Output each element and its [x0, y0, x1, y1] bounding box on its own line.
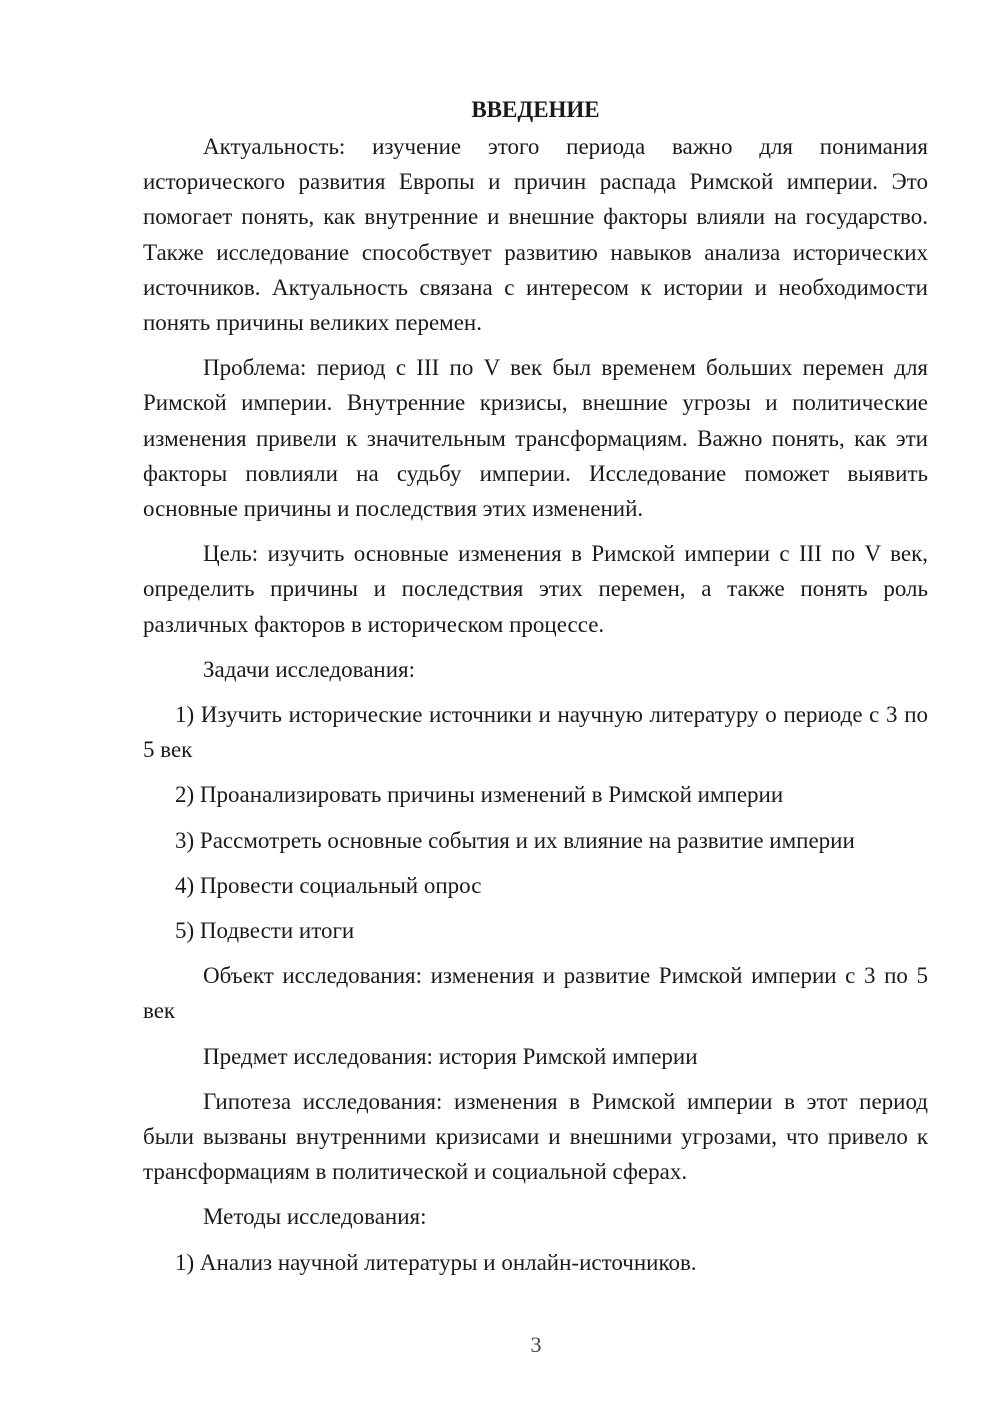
- relevance-paragraph: Актуальность: изучение этого периода важно для понимания исторического развития Европы и причин распада Римской империи. Это помогает понять, как внутренние и внешние факторы влияли на государство. Также исследование способствует развитию навыков анализа исторических источников. Актуальность связана с интересом к истории и необходимости понять причины великих перемен.: [143, 134, 928, 336]
- problem-paragraph: Проблема: период с III по V век был временем больших перемен для Римской империи. Внутренние кризисы, внешние угрозы и политические изменения привели к значительным трансформациям. Важно понять, как эти факторы повлияли на судьбу империи. Исследование поможет выявить основные причины и последствия этих изменений.: [143, 355, 928, 522]
- hypothesis-paragraph: Гипотеза исследования: изменения в Римской империи в этот период были вызваны внутренними кризисами и внешними угрозами, что привело к трансформациям в политической и социальной сферах.: [143, 1088, 928, 1185]
- task-item: 3) Рассмотреть основные события и их влияние на развитие империи: [175, 827, 855, 853]
- page-number: 3: [530, 1332, 542, 1357]
- subject-paragraph: Предмет исследования: история Римской империи: [203, 1043, 698, 1069]
- section-heading: ВВЕДЕНИЕ: [471, 97, 600, 122]
- task-item: 2) Проанализировать причины изменений в Римской империи: [175, 782, 784, 808]
- tasks-label: Задачи исследования:: [203, 656, 416, 682]
- methods-label: Методы исследования:: [203, 1204, 427, 1230]
- goal-paragraph: Цель: изучить основные изменения в Римской империи с III по V век, определить причины и последствия этих перемен, а также понять роль различных факторов в историческом процессе.: [143, 541, 928, 637]
- method-item: 1) Анализ научной литературы и онлайн-источников.: [175, 1249, 697, 1275]
- task-item: 5) Подвести итоги: [175, 918, 355, 944]
- task-item: 1) Изучить исторические источники и научную литературу о периоде с 3 по 5 век: [143, 702, 928, 763]
- page-content: [143, 93, 928, 1290]
- task-item: 4) Провести социальный опрос: [175, 872, 482, 898]
- object-paragraph: Объект исследования: изменения и развитие Римской империи с 3 по 5 век: [143, 963, 928, 1024]
